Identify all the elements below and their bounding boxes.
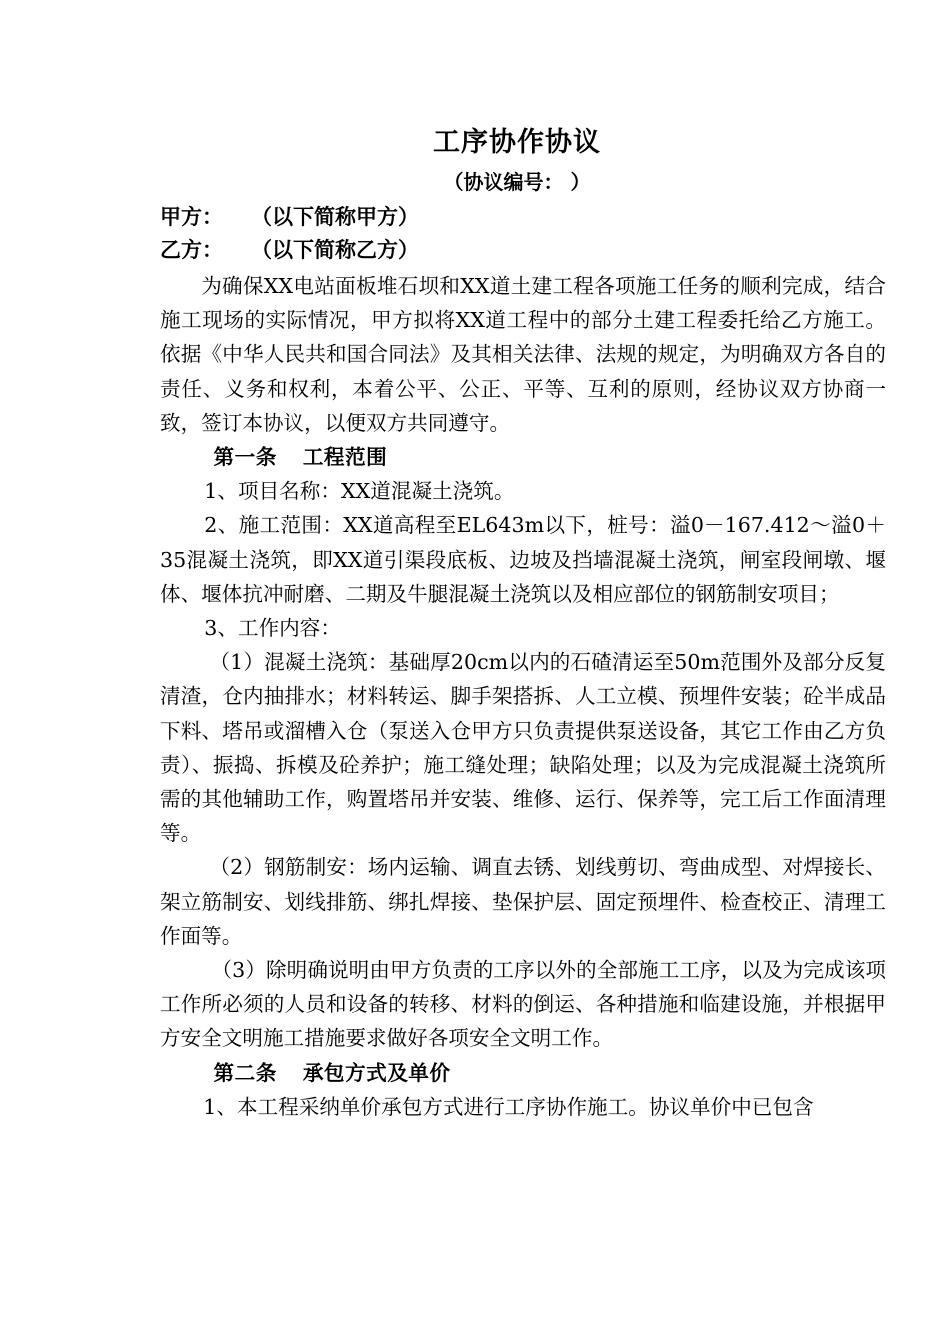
sub-item: （3）除明确说明由甲方负责的工序以外的全部施工工序，以及为完成该项工作所必须的人员和设备的转移、材料的倒运、各种措施和临建设施，并根据甲方安全文明施工措施要求做好各项安全文明工作。 xyxy=(160,958,886,1051)
article-title: 工程范围 xyxy=(302,445,388,470)
article-title: 承包方式及单价 xyxy=(302,1060,451,1085)
sub-item: （2）钢筋制安：场内运输、调直去锈、划线剪切、弯曲成型、对焊接长、架立筋制安、划线排筋、绑扎焊接、垫保护层、固定预埋件、检查校正、清理工作面等。 xyxy=(160,855,886,948)
article-heading xyxy=(160,440,886,474)
document-body xyxy=(160,269,886,1124)
article-heading xyxy=(160,1056,886,1090)
article-number: 第一条 xyxy=(213,445,277,470)
list-item: 2、施工范围：XX道高程至EL643m以下，桩号：溢0－167.412～溢0＋35混凝土浇筑，即XX道引渠段底板、边坡及挡墙混凝土浇筑，闸室段闸墩、堰体、堰体抗冲耐磨、二期及牛腿混凝土浇筑以及相应部位的钢筋制安项目； xyxy=(160,513,886,606)
agreement-number: （协议编号： ） xyxy=(443,170,591,194)
list-item: 1、项目名称：XX道混凝土浇筑。 xyxy=(204,479,515,504)
sub-item: （1）混凝土浇筑：基础厚20cm以内的石碴清运至50m范围外及部分反复清渣，仓内抽排水；材料转运、脚手架搭拆、人工立模、预埋件安装；砼半成品下料、塔吊或溜槽入仓（泵送入仓甲方只负责提供泵送设备，其它工作由乙方负责）、振捣、拆模及砼养护；施工缝处理；缺陷处理；以及为完成混凝土浇筑所需的其他辅助工作，购置塔吊并安装、维修、运行、保养等，完工后工作面清理等。 xyxy=(160,650,886,846)
list-item: 3、工作内容： xyxy=(204,616,341,641)
party-a-label: 甲方： xyxy=(160,204,223,229)
party-a-line xyxy=(160,201,419,233)
party-b-value: （以下简称乙方） xyxy=(251,237,419,262)
article-number: 第二条 xyxy=(213,1060,277,1085)
preamble-paragraph: 为确保XX电站面板堆石坝和XX道土建工程各项施工任务的顺利完成，结合施工现场的实际情况，甲方拟将XX道工程中的部分土建工程委托给乙方施工。依据《中华人民共和国合同法》及其相关法律、法规的规定，为明确双方各自的责任、义务和权利，本着公平、公正、平等、互利的原则，经协议双方协商一致，签订本协议，以便双方共同遵守。 xyxy=(160,274,886,435)
party-a-value: （以下简称甲方） xyxy=(251,204,419,229)
list-item: 1、本工程采纳单价承包方式进行工序协作施工。协议单价中已包含 xyxy=(203,1094,814,1119)
party-b-label: 乙方： xyxy=(160,237,223,262)
document-title: 工序协作协议 xyxy=(433,127,601,158)
party-b-line xyxy=(160,234,419,266)
